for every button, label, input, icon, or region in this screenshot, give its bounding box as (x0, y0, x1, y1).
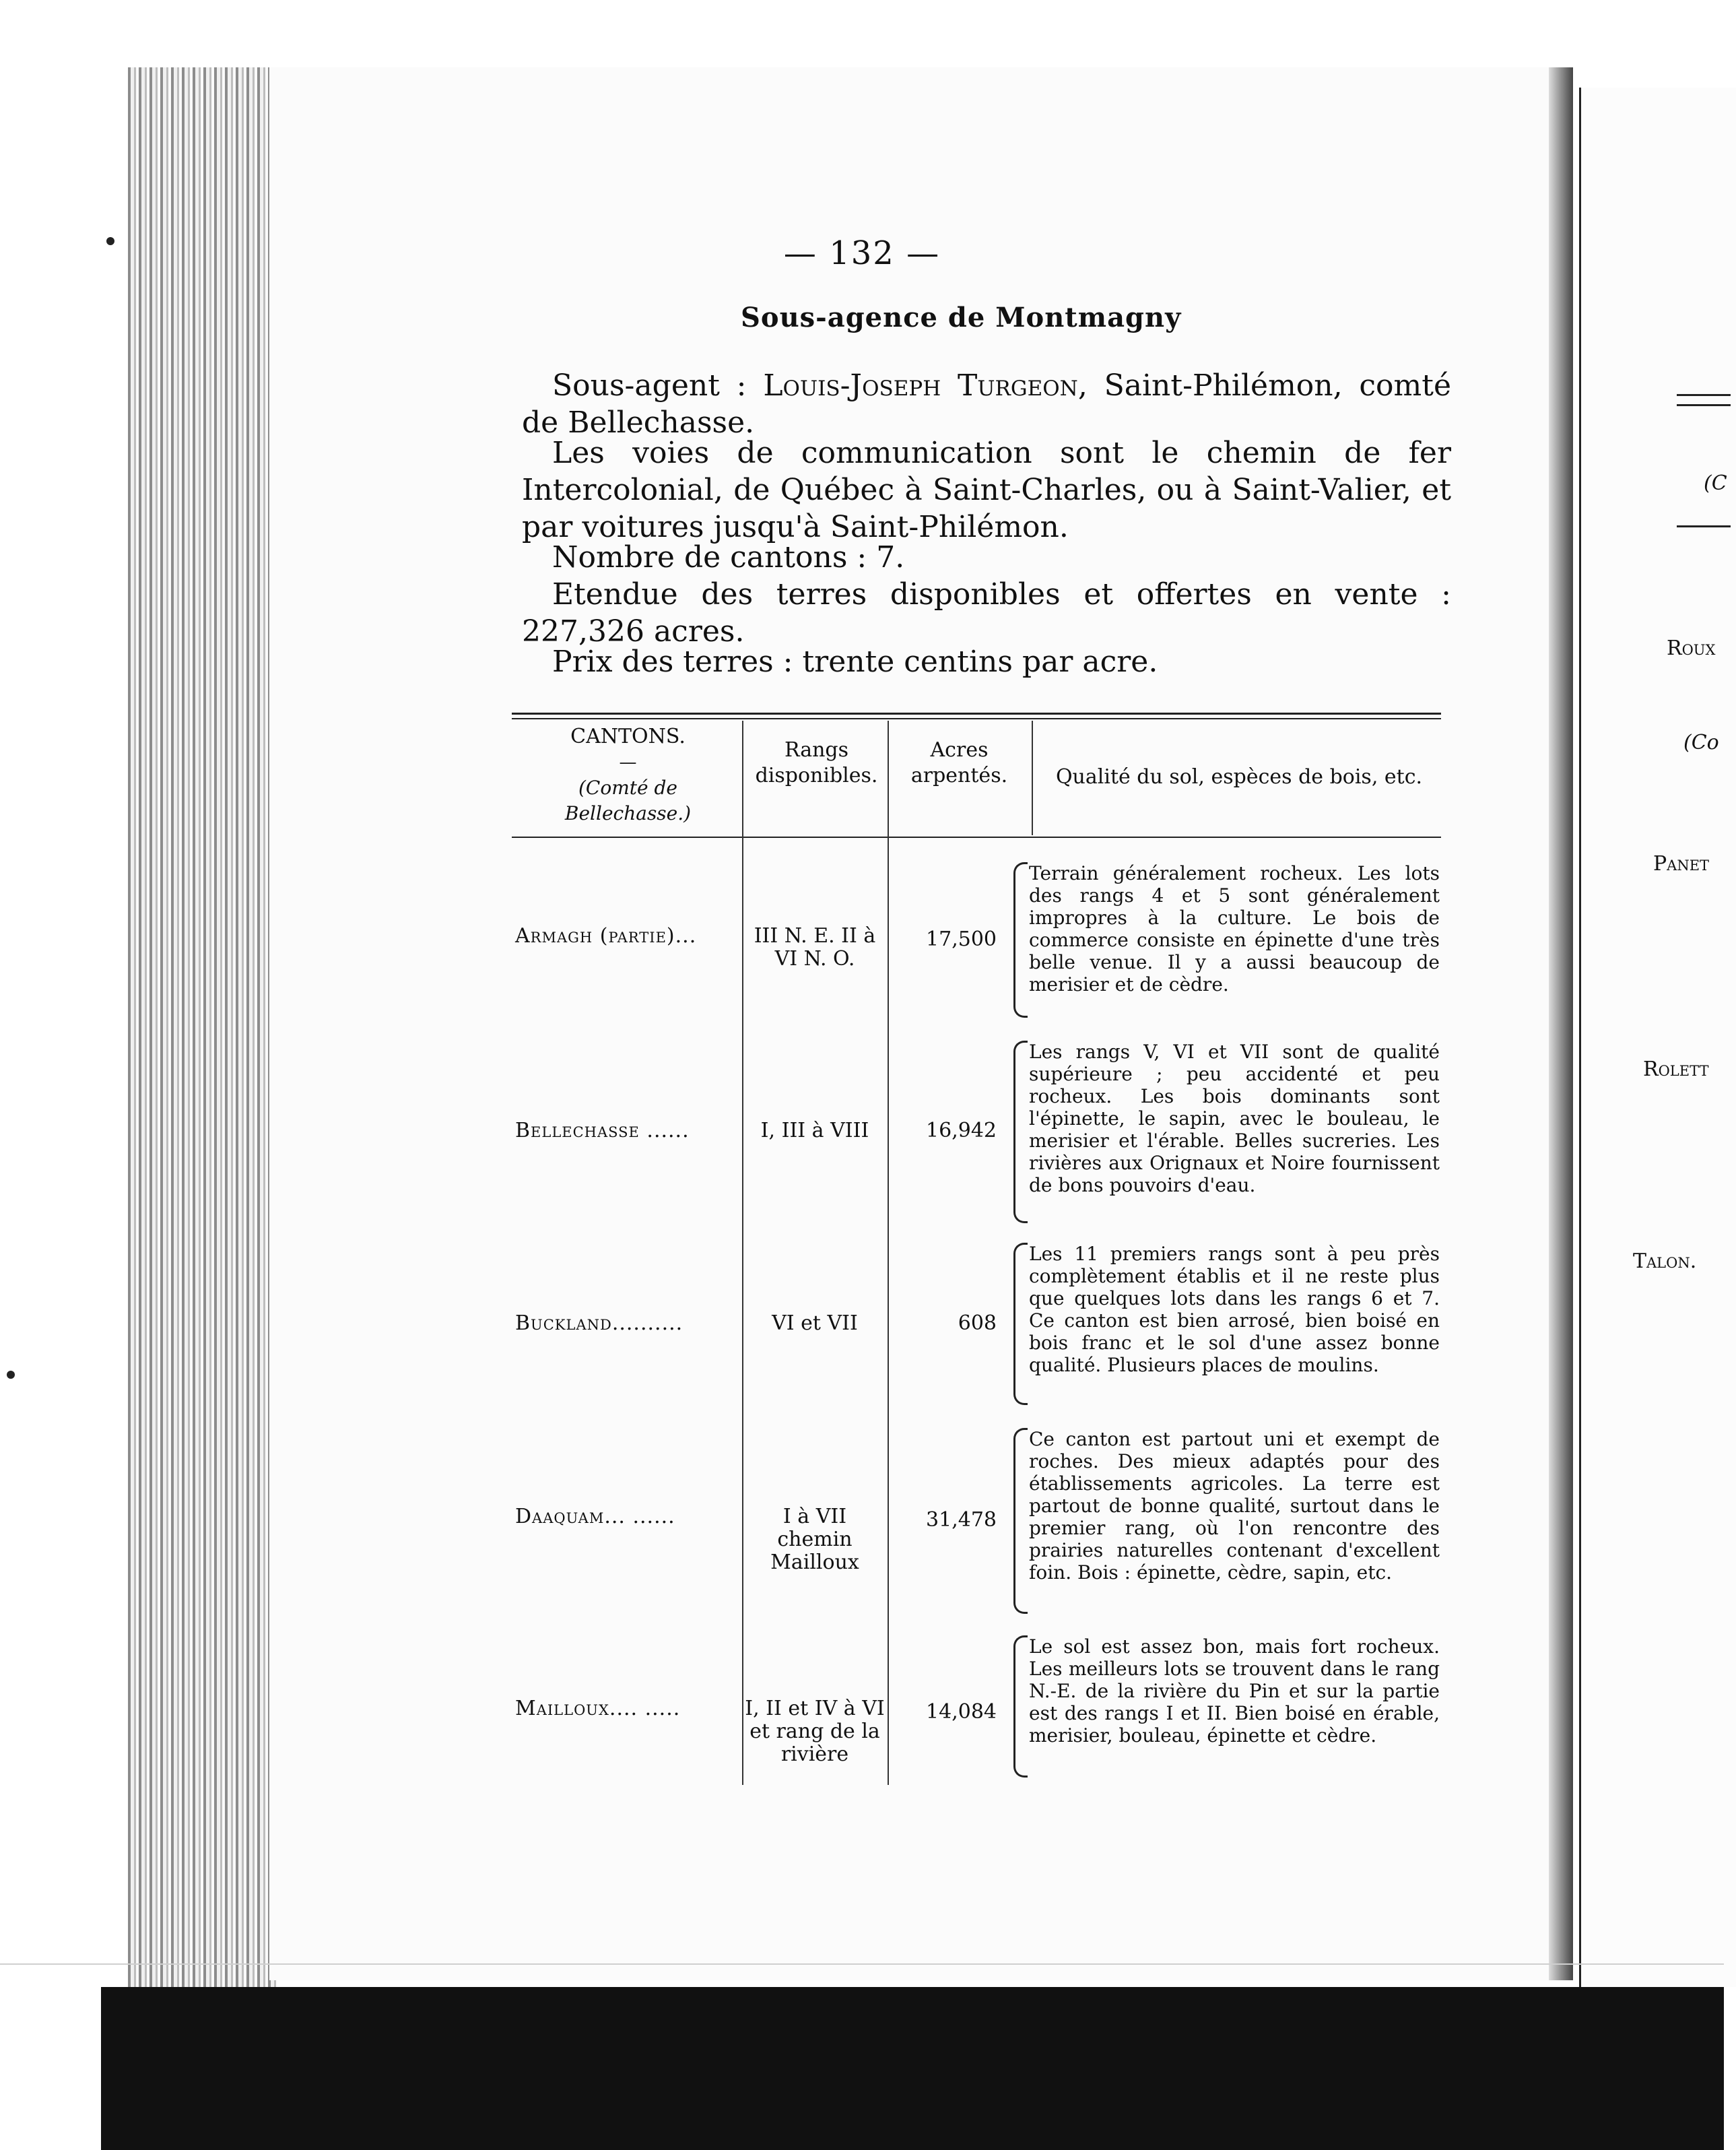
brace (1013, 1428, 1028, 1614)
column-divider (1032, 721, 1033, 835)
right-page-rule (1677, 525, 1731, 527)
agent-name: Louis-Joseph Turgeon (763, 368, 1078, 403)
scan-speck (7, 1371, 15, 1379)
row-buckland-acres: 608 (958, 1311, 997, 1335)
agent-prefix: Sous-agent : (552, 368, 764, 403)
row-daaquam-canton: Daaquam... ...... (515, 1505, 675, 1528)
right-page-rule (1677, 394, 1731, 396)
header-rangs: Rangs disponibles. (755, 738, 878, 787)
row-armagh-rangs: III N. E. II à VI N. O. (754, 924, 876, 971)
header-cantons-sub: (Comté de Bellechasse.) (564, 777, 692, 824)
header-cantons: CANTONS. — (Comté de Bellechasse.) (519, 724, 737, 826)
nombre-paragraph: Nombre de cantons : 7. (552, 540, 905, 575)
right-fragment: Panet (1653, 852, 1710, 876)
right-fragment: Roux (1667, 637, 1716, 660)
row-armagh-qualite: Terrain généralement rocheux. Les lots des rangs 4 et 5 sont généralement impropres à la culture. Le bois de commerce consiste en épinette d'une très belle venue. Il y a aussi beaucoup de merisier et de cèdre. (1029, 862, 1440, 996)
section-title: Sous-agence de Montmagny (741, 302, 1182, 333)
header-acres: Acres arpentés. (910, 738, 1008, 787)
row-daaquam-qualite: Ce canton est partout uni et exempt de roches. Des mieux adaptés pour des établissements agricoles. La terre est partout de bonne qualité, surtout dans le premier rang, où l'on rencontre des prairies naturelles contenant d'excellent foin. Bois : épinette, cèdre, sapin, etc. (1029, 1428, 1440, 1584)
header-qualite: Qualité du sol, espèces de bois, etc. (1055, 765, 1423, 789)
right-fragment: (C (1704, 471, 1727, 495)
row-buckland-canton: Buckland.......... (515, 1311, 683, 1335)
brace (1013, 1041, 1028, 1223)
row-bellechasse-canton: Bellechasse ...... (515, 1119, 690, 1142)
page-number: — 132 — (783, 234, 941, 272)
row-daaquam-rangs: I à VII chemin Mailloux (770, 1505, 859, 1574)
page-number-value: 132 (829, 234, 895, 272)
page-edge-stack (128, 67, 276, 2021)
row-bellechasse-qualite: Les rangs V, VI et VII sont de qualité supérieure ; peu accidenté et peu rocheux. Les bois dominants sont l'épinette, le sapin, avec le bouleau, le merisier et l'érable. Belles sucreries. Les rivières aux Orignaux et Noire fournissent de bons pouvoirs d'eau. (1029, 1041, 1440, 1196)
header-cantons-label: CANTONS. (570, 725, 686, 748)
column-divider (742, 721, 743, 1785)
right-page-rule (1677, 404, 1731, 406)
table-header-rule (512, 837, 1441, 838)
agent-paragraph (522, 367, 1451, 441)
row-buckland-qualite: Les 11 premiers rangs sont à peu près complètement établis et il ne reste plus que quelques lots dans les rangs 6 et 7. Ce canton est bien arrosé, bien boisé en bois franc et le sol d'une assez bonne qualité. Plusieurs places de moulins. (1029, 1243, 1440, 1376)
brace (1013, 1243, 1028, 1405)
communication-paragraph: Les voies de communication sont le chemin de fer Intercolonial, de Québec à Saint-Charles, ou à Saint-Valier, et par voitures jusqu'à Saint-Philémon. (522, 436, 1451, 544)
brace (1013, 1635, 1028, 1778)
table-top-rule (512, 713, 1441, 715)
column-divider (888, 721, 889, 1785)
row-armagh-acres: 17,500 (926, 927, 997, 951)
right-fragment: (Co (1683, 731, 1719, 754)
book-spine (1549, 67, 1573, 1980)
prix-paragraph: Prix des terres : trente centins par acre. (552, 645, 1158, 679)
row-armagh-canton: Armagh (partie)... (515, 924, 697, 948)
right-page (1579, 88, 1736, 1987)
row-mailloux-acres: 14,084 (926, 1700, 997, 1724)
scan-background (101, 1987, 1724, 2150)
table-top-rule-2 (512, 718, 1441, 719)
right-fragment: Rolett (1643, 1057, 1709, 1081)
row-bellechasse-acres: 16,942 (926, 1119, 997, 1142)
right-fragment: Talon. (1633, 1249, 1697, 1273)
row-buckland-rangs: VI et VII (772, 1311, 858, 1335)
brace (1013, 862, 1028, 1018)
agent-suffix: , Saint-Philémon, comté de Bellechasse. (522, 368, 1451, 440)
row-mailloux-rangs: I, II et IV à VI et rang de la rivière (745, 1697, 885, 1766)
row-bellechasse-rangs: I, III à VIII (760, 1119, 869, 1142)
scan-artifact-line (0, 1963, 1724, 1965)
etendue-paragraph: Etendue des terres disponibles et offertes en vente : 227,326 acres. (522, 577, 1451, 649)
row-daaquam-acres: 31,478 (926, 1508, 997, 1532)
row-mailloux-canton: Mailloux.... ..... (515, 1697, 681, 1720)
row-mailloux-qualite: Le sol est assez bon, mais fort rocheux. Les meilleurs lots se trouvent dans le rang N.-E. de la rivière du Pin et sur la partie est des rangs I et II. Bien boisé en érable, merisier, bouleau, épinette et cèdre. (1029, 1635, 1440, 1747)
